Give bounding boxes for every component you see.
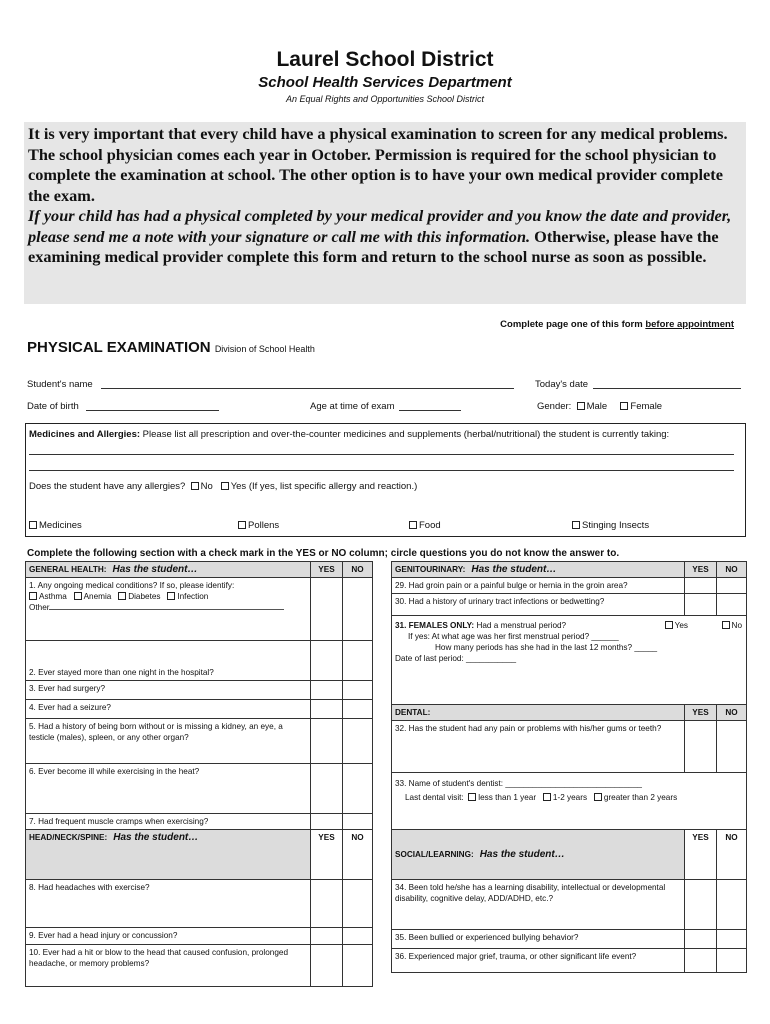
- q8-yes-cell[interactable]: [311, 880, 343, 928]
- no-column-header: NO: [343, 562, 373, 578]
- q29-no-cell[interactable]: [717, 578, 747, 594]
- department-subtitle: School Health Services Department: [258, 74, 512, 91]
- allergy-type-food[interactable]: Food: [409, 520, 441, 531]
- dob-label: Date of birth: [27, 401, 79, 412]
- menstrual-yes-checkbox[interactable]: [665, 621, 673, 629]
- question-36: 36. Experienced major grief, trauma, or other significant life event?: [392, 949, 685, 973]
- allergy-type-stinging-insects[interactable]: Stinging Insects: [572, 520, 649, 531]
- student-name-field[interactable]: [101, 388, 514, 389]
- question-10: 10. Ever had a hit or blow to the head that caused confusion, prolonged headache, or memory problems?: [26, 945, 311, 987]
- q4-yes-cell[interactable]: [311, 700, 343, 719]
- medicines-allergies-box: [25, 423, 746, 537]
- q30-yes-cell[interactable]: [685, 594, 717, 616]
- notice-italic-text: If your child has had a physical completed by your medical provider and you know the date and provider, please send me a note with your signature or call me with this information.: [28, 206, 732, 246]
- q9-no-cell[interactable]: [343, 928, 373, 945]
- q34-no-cell[interactable]: [717, 880, 747, 930]
- allergy-type-medicines[interactable]: Medicines: [29, 520, 82, 531]
- social-yes-column-header: YES: [685, 830, 717, 880]
- general-health-table: [25, 561, 373, 987]
- age-label: Age at time of exam: [310, 401, 395, 412]
- dental-visit-less-1yr-checkbox[interactable]: [468, 793, 476, 801]
- social-learning-header: SOCIAL/LEARNING: Has the student…: [392, 830, 685, 880]
- todays-date-field[interactable]: [593, 388, 741, 389]
- question-9: 9. Ever had a head injury or concussion?: [26, 928, 311, 945]
- gender-group: Gender: Male Female: [537, 401, 663, 412]
- dental-yes-column-header: YES: [685, 705, 717, 721]
- student-name-label: Student's name: [27, 379, 93, 390]
- question-29: 29. Had groin pain or a painful bulge or hernia in the groin area?: [392, 578, 685, 594]
- q2-no-cell[interactable]: [343, 641, 373, 681]
- question-31: 31. FEMALES ONLY: Had a menstrual period? Yes No If yes: At what age was her first menstrual period? ______ How many periods has she had in the last 12 months? _____ Date of last period: ___________: [392, 616, 747, 705]
- gu-no-column-header: NO: [717, 562, 747, 578]
- q30-no-cell[interactable]: [717, 594, 747, 616]
- q34-yes-cell[interactable]: [685, 880, 717, 930]
- diabetes-checkbox[interactable]: [118, 592, 126, 600]
- head-yes-column-header: YES: [311, 830, 343, 880]
- q4-no-cell[interactable]: [343, 700, 373, 719]
- medicines-line-2[interactable]: [29, 470, 734, 471]
- gu-yes-column-header: YES: [685, 562, 717, 578]
- q36-no-cell[interactable]: [717, 949, 747, 973]
- anemia-checkbox[interactable]: [74, 592, 82, 600]
- q1-no-cell[interactable]: [343, 578, 373, 641]
- q6-no-cell[interactable]: [343, 764, 373, 814]
- female-checkbox[interactable]: [620, 402, 628, 410]
- q32-yes-cell[interactable]: [685, 721, 717, 773]
- question-2: 2. Ever stayed more than one night in the hospital?: [26, 641, 311, 681]
- physical-exam-title: PHYSICAL EXAMINATION Division of School Health: [27, 339, 315, 356]
- q31-periods-count: How many periods has she had in the last 12 months? _____: [435, 643, 658, 652]
- question-35: 35. Been bullied or experienced bullying behavior?: [392, 930, 685, 949]
- q31-first-period-age: If yes: At what age was her first menstrual period? ______: [408, 632, 619, 641]
- q2-yes-cell[interactable]: [311, 641, 343, 681]
- asthma-checkbox[interactable]: [29, 592, 37, 600]
- dental-no-column-header: NO: [717, 705, 747, 721]
- question-32: 32. Has the student had any pain or problems with his/her gums or teeth?: [392, 721, 685, 773]
- q5-yes-cell[interactable]: [311, 719, 343, 764]
- q9-yes-cell[interactable]: [311, 928, 343, 945]
- q10-no-cell[interactable]: [343, 945, 373, 987]
- q5-no-cell[interactable]: [343, 719, 373, 764]
- infection-checkbox[interactable]: [167, 592, 175, 600]
- complete-page-note: Complete page one of this form before appointment: [500, 319, 734, 330]
- dental-visit-over-2yr-checkbox[interactable]: [594, 793, 602, 801]
- dob-field[interactable]: [86, 410, 219, 411]
- q32-no-cell[interactable]: [717, 721, 747, 773]
- allergy-type-pollens[interactable]: Pollens: [238, 520, 279, 531]
- question-30: 30. Had a history of urinary tract infections or bedwetting?: [392, 594, 685, 616]
- checkmark-instructions: Complete the following section with a check mark in the YES or NO column; circle questions you do not know the answer to.: [27, 548, 620, 559]
- question-1: 1. Any ongoing medical conditions? If so, please identify: Asthma Anemia Diabetes Infection Other: [26, 578, 311, 641]
- question-3: 3. Ever had surgery?: [26, 681, 311, 700]
- notice-box: [24, 122, 746, 304]
- question-5: 5. Had a history of being born without or is missing a kidney, an eye, a testicle (males), spleen, or any other organ?: [26, 719, 311, 764]
- allergy-no-checkbox[interactable]: [191, 482, 199, 490]
- question-6: 6. Ever become ill while exercising in the heat?: [26, 764, 311, 814]
- notice-paragraph-1: It is very important that every child have a physical examination to screen for any medical problems. The school physician comes each year in October. Permission is required for the school physician to complete the examination at school. The other option is to have your own medical provider complete the exam.: [28, 124, 728, 205]
- question-34: 34. Been told he/she has a learning disability, intellectual or developmental disability, cognitive delay, ADD/ADHD, etc.?: [392, 880, 685, 930]
- menstrual-no-checkbox[interactable]: [722, 621, 730, 629]
- head-neck-spine-header: HEAD/NECK/SPINE: Has the student…: [26, 830, 311, 880]
- yes-column-header: YES: [311, 562, 343, 578]
- question-33: 33. Name of student's dentist: ______________________________ Last dental visit: less than 1 year 1-2 years greater than 2 years: [392, 773, 747, 830]
- male-checkbox[interactable]: [577, 402, 585, 410]
- district-title: Laurel School District: [276, 48, 494, 71]
- q8-no-cell[interactable]: [343, 880, 373, 928]
- head-no-column-header: NO: [343, 830, 373, 880]
- q6-yes-cell[interactable]: [311, 764, 343, 814]
- question-7: 7. Had frequent muscle cramps when exercising?: [26, 814, 311, 830]
- q29-yes-cell[interactable]: [685, 578, 717, 594]
- q35-no-cell[interactable]: [717, 930, 747, 949]
- genitourinary-table: [391, 561, 747, 973]
- dental-header: DENTAL:: [392, 705, 685, 721]
- allergy-yes-checkbox[interactable]: [221, 482, 229, 490]
- q7-yes-cell[interactable]: [311, 814, 343, 830]
- todays-date-label: Today's date: [535, 379, 589, 390]
- q31-last-period-date: Date of last period: ___________: [395, 654, 517, 663]
- question-8: 8. Had headaches with exercise?: [26, 880, 311, 928]
- medicines-heading: Medicines and Allergies: Please list all prescription and over-the-counter medicines and supplements (herbal/nutritional) the student is currently taking:: [29, 429, 670, 440]
- q1-yes-cell[interactable]: [311, 578, 343, 641]
- notice-rest-text: Otherwise, please have the examining medical provider complete this form and return to the school nurse as soon as possible.: [28, 226, 719, 266]
- q7-no-cell[interactable]: [343, 814, 373, 830]
- genitourinary-header: GENITOURINARY: Has the student…: [392, 562, 685, 578]
- question-4: 4. Ever had a seizure?: [26, 700, 311, 719]
- q10-yes-cell[interactable]: [311, 945, 343, 987]
- social-no-column-header: NO: [717, 830, 747, 880]
- q3-no-cell[interactable]: [343, 681, 373, 700]
- allergy-question: Does the student have any allergies? No Yes (If yes, list specific allergy and reaction.): [29, 481, 418, 492]
- district-tagline: An Equal Rights and Opportunities School District: [285, 94, 485, 104]
- q35-yes-cell[interactable]: [685, 930, 717, 949]
- dental-visit-1-2yr-checkbox[interactable]: [543, 793, 551, 801]
- q36-yes-cell[interactable]: [685, 949, 717, 973]
- medicines-line-1[interactable]: [29, 454, 734, 455]
- age-field[interactable]: [399, 410, 461, 411]
- general-health-header: GENERAL HEALTH: Has the student…: [26, 562, 311, 578]
- q3-yes-cell[interactable]: [311, 681, 343, 700]
